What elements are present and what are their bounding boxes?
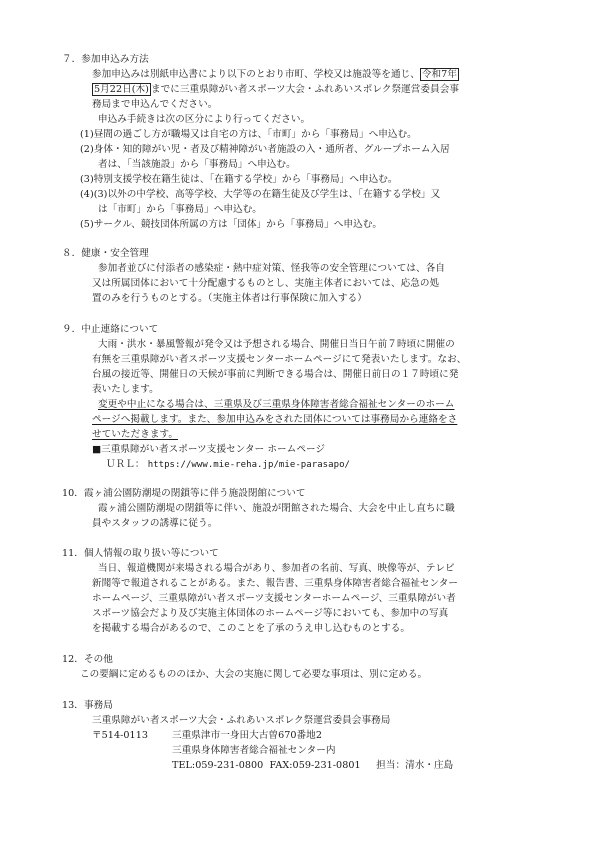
url-label: ＵＲＬ： [106,459,145,470]
office-contact-row [62,758,562,773]
section-9-notice-line-1: 変更や中止になる場合は、三重県及び三重県身体障害者総合福祉センターのホーム [98,399,455,410]
section-11-line-4: スポーツ協会だより及び実施主体団体のホームページ等においても、参加中の写真 [92,608,449,619]
section-9 [62,322,562,472]
office-tel: TEL:059-231-0800 [172,760,264,771]
section-7 [62,52,562,232]
section-9-heading: ９．中止連絡について [62,324,159,335]
section-10-line-1: 霞ヶ浦公園防潮堤の閉鎖等に伴い、施設が閉館された場合、大会を中止し直ちに職 [98,503,455,514]
office-address-2: 三重県身体障害者総合福祉センター内 [172,745,336,756]
section-7-paragraph-1-cont [62,82,562,97]
section-8 [62,246,562,306]
section-7-paragraph-1 [62,67,562,82]
section-12 [62,652,562,682]
section-7-item-4-cont: は「市町」から「事務局」へ申込む。 [98,204,262,215]
support-center-url-link[interactable]: https://www.mie-reha.jp/mie-parasapo/ [147,460,351,470]
section-7-text-b: までに三重県障がい者スポーツ大会・ふれあいスポレク祭運営委員会事 [150,84,460,95]
deadline-date-year: 令和7年 [421,69,457,80]
section-9-line-1: 大雨・洪水・暴風警報が発令又は予想される場合、開催日当日午前７時頃に開催の [98,339,455,350]
section-11 [62,546,562,636]
section-11-heading: 11．個人情報の取り扱い等について [62,548,219,559]
section-10-line-2: 員やスタッフの誘導に従う。 [92,518,218,529]
office-address-1: 三重県津市一身田大古曽670番地2 [172,730,322,741]
office-name: 三重県障がい者スポーツ大会・ふれあいスポレク祭運営委員会事務局 [92,715,391,726]
section-9-line-4: 表いたします。 [92,384,159,395]
section-11-line-5: を掲載する場合があるので、このことを了承のうえ申し込むものとする。 [92,623,411,634]
office-address-row [62,728,562,743]
deadline-date-day: 5月22日(木) [94,84,149,95]
section-8-line-1: 参加者並びに付添者の感染症・熱中症対策、怪我等の安全管理については、各自 [98,263,445,274]
section-7-paragraph-2: 申込み手続きは次の区分により行ってください。 [98,114,311,125]
section-12-heading: 12．その他 [62,654,113,665]
section-10-heading: 10．霞ヶ浦公園防潮堤の閉鎖等に伴う施設閉館について [62,488,306,499]
section-7-item-4: (4)(3)以外の中学校、高等学校、大学等の在籍生徒及び学生は、「在籍する学校」又 [80,189,441,200]
section-11-line-2: 新聞等で報道されることがある。また、報告書、三重県身体障害者総合福祉センター [92,578,459,589]
section-11-line-3: ホームページ、三重県障がい者スポーツ支援センターホームページ、三重県障がい者 [92,593,456,604]
section-11-line-1: 当日、報道機関が来場される場合があり、参加者の名前、写真、映像等が、テレビ [98,563,455,574]
office-staff: 担当：清水・庄島 [376,760,454,771]
section-7-item-2-cont: 者は、「当該施設」から「事務局」へ申込む。 [98,159,296,170]
support-center-url-row [62,457,562,472]
section-10 [62,486,562,531]
section-8-line-2: 又は所属団体において十分配慮するものとし、実施主体者においては、応急の処 [92,278,440,289]
section-13 [62,698,562,773]
section-7-item-5: (5)サークル、競技団体所属の方は「団体」から「事務局」へ申込む。 [80,219,382,230]
postal-code: 〒514-0113 [92,730,149,741]
support-center-site-label: ■三重県障がい者スポーツ支援センター ホームページ [92,444,326,455]
office-fax: FAX:059-231-0801 [269,760,361,771]
section-7-text-c: 務局まで申込んでください。 [92,99,218,110]
section-8-line-3: 置のみを行うものとする。（実施主体者は行事保険に加入する） [92,293,367,304]
section-8-heading: ８．健康・安全管理 [62,248,149,259]
section-7-item-1: (1)昼間の過ごし方が職場又は自宅の方は、「市町」から「事務局」へ申込む。 [80,129,417,140]
section-13-heading: 13．事務局 [62,700,113,711]
section-9-line-2: 有無を三重県障がい者スポーツ支援センターホームページにて発表いたします。なお、 [92,354,467,365]
section-9-notice-line-3: せていただきます。 [92,429,179,440]
section-7-item-2: (2)身体・知的障がい児・者及び精神障がい者施設の入・通所者、グループホーム入居 [80,144,450,155]
section-7-item-3: (3)特別支援学校在籍生徒は、「在籍する学校」から「事務局」へ申込む。 [80,174,398,185]
section-9-notice-line-2: ページへ掲載します。また、参加申込みをされた団体については事務局から連絡をさ [92,414,458,425]
section-12-line: この要綱に定めるもののほか、大会の実施に関して必要な事項は、別に定める。 [80,669,428,680]
section-7-heading: ７．参加申込み方法 [62,54,149,65]
section-7-text-a: 参加申込みは別紙申込書により以下のとおり市町、学校又は施設等を通じ、 [92,69,420,80]
section-9-line-3: 台風の接近等、開催日の天候が事前に判断できる場合は、開催日前日の１７時頃に発 [92,369,459,380]
